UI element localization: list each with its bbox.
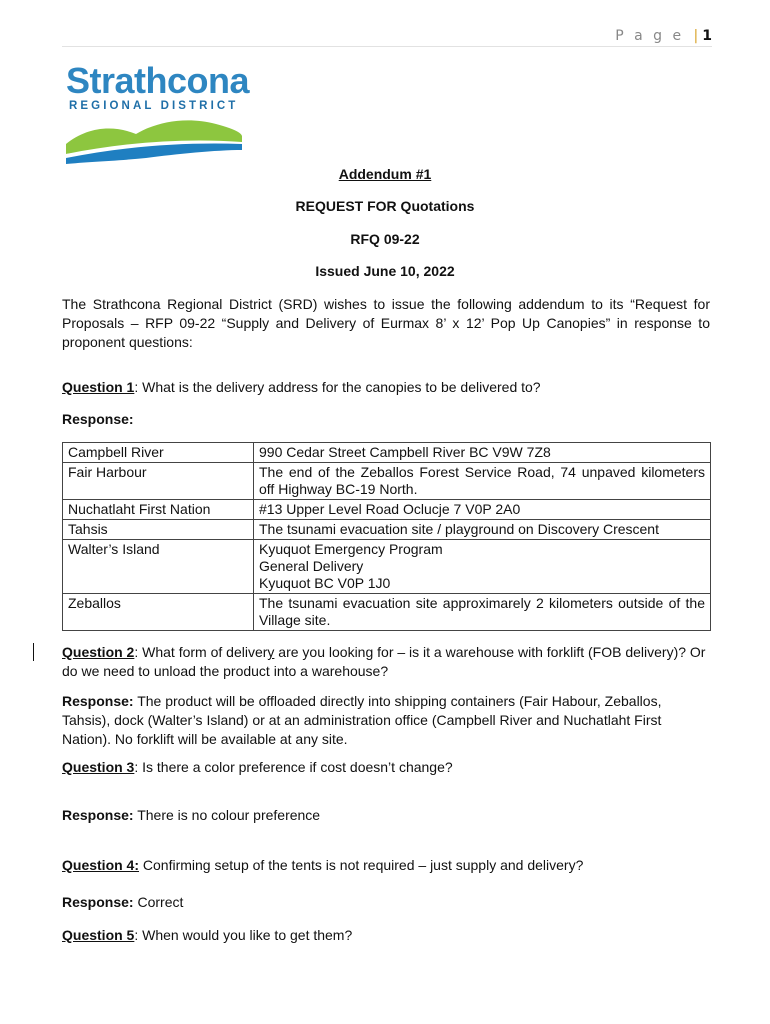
address-cell [254,594,711,631]
question-1-label: Question 1 [62,379,135,395]
address-line: Kyuquot BC V0P 1J0 [259,575,391,591]
question-2-text-a: : What form of deliver [134,644,268,660]
issue-date: Issued June 10, 2022 [315,263,455,279]
question-2-label: Question 2 [62,644,135,660]
address-line: The tsunami evacuation site / playground on Discovery Crescent [259,521,659,537]
location-cell: Tahsis [63,520,254,540]
page-label: P a g e [615,28,685,44]
intro-paragraph: The Strathcona Regional District (SRD) wishes to issue the following addendum to its “Request for Proposals – RFP 09-22 “Supply and Delivery of Eurmax 8’ x 12’ Pop Up Canopies” in response to proponent questions: [62,296,710,350]
header-rule [62,46,712,47]
question-1-response-label: Response: [62,411,134,427]
question-5 [62,926,710,945]
question-2 [62,643,710,681]
location-cell: Zeballos [63,594,254,631]
page-number: 1 [702,28,712,44]
location-cell: Fair Harbour [63,463,254,500]
request-title: REQUEST FOR Quotations [295,198,475,214]
strathcona-logo [66,60,250,164]
page-separator: | [693,28,699,44]
address-row [63,520,711,540]
question-2-text-y: y [267,644,275,660]
logo-subtitle: REGIONAL DISTRICT [69,100,239,112]
logo-landscape-icon [66,114,246,164]
question-2-response [62,692,710,749]
address-row [63,443,711,463]
question-5-text: : When would you like to get them? [134,927,353,943]
address-row [63,540,711,594]
question-4-response-text: Correct [133,894,184,910]
address-row [63,463,711,500]
location-cell: Campbell River [63,443,254,463]
delivery-address-table [62,442,711,631]
address-cell [254,520,711,540]
question-2-text-b: are you looking for – is it a warehouse with forklift (FOB delivery)? Or do we need to unload the product into a warehouse? [62,644,706,679]
question-3-text: : Is there a color preference if cost doesn’t change? [134,759,453,775]
question-4-response [62,893,710,912]
location-cell: Walter’s Island [63,540,254,594]
question-4-text: Confirming setup of the tents is not required – just supply and delivery? [139,857,584,873]
question-3 [62,758,710,777]
address-cell [254,443,711,463]
rfq-number: RFQ 09-22 [350,231,420,247]
address-line: Kyuquot Emergency Program [259,541,443,557]
question-5-label: Question 5 [62,927,135,943]
question-3-response [62,806,710,825]
text-cursor [33,643,34,661]
address-row [63,594,711,631]
address-cell [254,540,711,594]
address-row [63,500,711,520]
address-line: The tsunami evacuation site approximarely 2 kilometers outside of the Village site. [259,595,705,628]
question-4-response-label: Response: [62,894,134,910]
question-1 [62,378,710,397]
addendum-title: Addendum #1 [338,166,432,182]
question-4 [62,856,710,875]
location-cell: Nuchatlaht First Nation [63,500,254,520]
logo-wordmark: Strathcona [66,60,250,101]
address-cell [254,500,711,520]
question-3-response-label: Response: [62,807,134,823]
address-line: The end of the Zeballos Forest Service Road, 74 unpaved kilometers off Highway BC-19 North. [259,464,705,497]
address-line: 990 Cedar Street Campbell River BC V9W 7Z8 [259,444,551,460]
question-3-response-text: There is no colour preference [133,807,321,823]
question-3-label: Question 3 [62,759,135,775]
question-2-response-text: The product will be offloaded directly into shipping containers (Fair Habour, Zeballos, Tahsis), dock (Walter’s Island) or at an administration office (Campbell River and Nuchatlaht First Nation). No forklift will be available at any site. [62,693,662,747]
question-1-text: : What is the delivery address for the canopies to be delivered to? [134,379,541,395]
address-line: General Delivery [259,558,364,574]
question-2-response-label: Response: [62,693,134,709]
address-cell [254,463,711,500]
page-header [615,28,712,44]
question-4-label: Question 4: [62,857,140,873]
address-line: #13 Upper Level Road Oclucje 7 V0P 2A0 [259,501,521,517]
